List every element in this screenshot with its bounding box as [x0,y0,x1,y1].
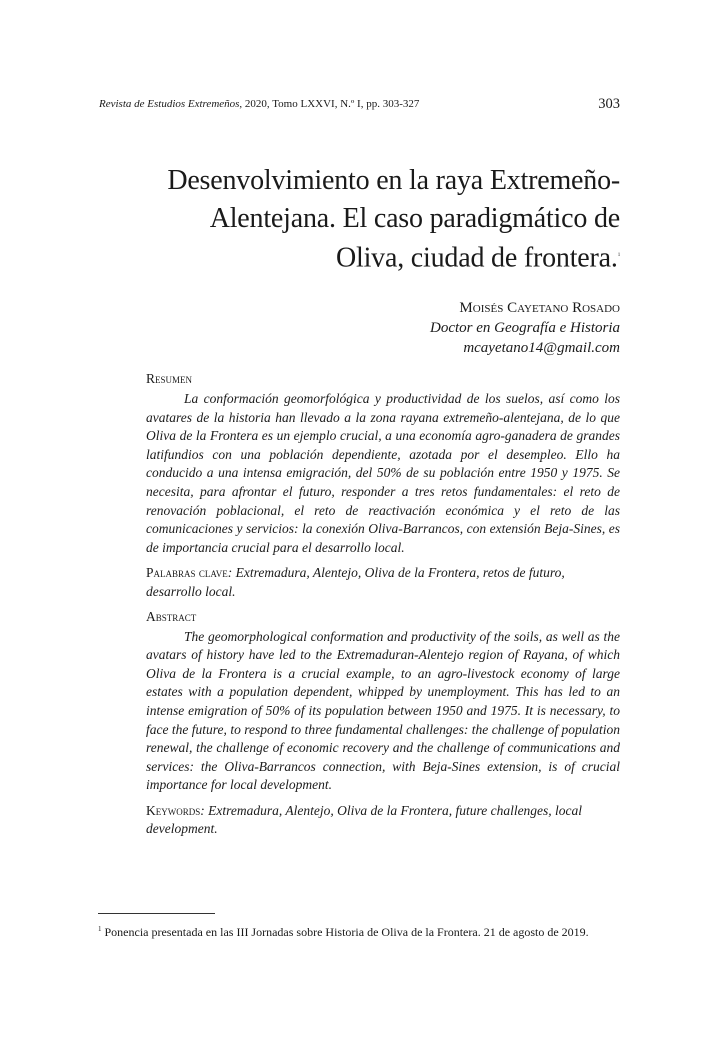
keywords-label: Keywords [146,802,201,818]
palabras-clave [146,564,620,601]
author-name: Moisés Cayetano Rosado [459,300,620,316]
title-line-2: Alentejana. El caso paradigmático de [209,202,620,234]
running-header [99,97,620,117]
footnote-marker: 1 [98,925,102,933]
title-line-3: Oliva, ciudad de frontera. [336,242,618,274]
abstract-text: The geomorphological conformation and productivity of the soils, as well as the avatars of history have led to the Extremaduran-Alentejo region of Rayana, of which Oliva de la Frontera is a crucial example, to an agro-livestock economy of large estates with a population dependent, whipped by unemployment. This has led to an intense emigration of 50% of its population between 1950 and 1975. It is necessary, to face the future, to respond to three fundamental challenges: the challenge of population renewal, the challenge of economic recovery and the challenge of communications and services: the Oliva-Barrancos connection, with Beja-Sines extension, is of crucial importance for local development. [146,628,620,793]
author-role: Doctor en Geografía e Historia [430,320,620,336]
title-line-1: Desenvolvimiento en la raya Extremeño- [167,165,620,196]
article-title [100,162,620,277]
footnote-divider [98,913,215,914]
author-block [300,298,620,358]
author-email: mcayetano14@gmail.com [463,340,620,356]
keywords [146,802,620,839]
abstract-section [146,370,620,839]
footnote-text: Ponencia presentada en las III Jornadas sobre Historia de Oliva de la Frontera. 21 de agosto de 2019. [101,925,589,939]
journal-citation [99,97,419,111]
palabras-clave-label: Palabras clave [146,565,228,581]
journal-details: , 2020, Tomo LXXVI, N.º I, pp. 303-327 [239,98,420,110]
title-footnote-ref: 1 [617,253,620,258]
palabras-clave-text: : Extremadura, Alentejo, Oliva de la Frontera, retos de futuro, desarrollo local. [146,565,565,599]
footnote [98,921,620,941]
page-number: 303 [598,96,620,112]
journal-name: Revista de Estudios Extremeños [99,98,240,110]
keywords-text: : Extremadura, Alentejo, Oliva de la Frontera, future challenges, local development. [146,802,583,837]
abstract-heading: Abstract [146,608,197,624]
resumen-heading: Resumen [146,371,193,386]
resumen-text: La conformación geomorfológica y productividad de los suelos, así como los avatares de la historia han llevado a la zona rayana extremeño-alentejana, de lo que Oliva de la Frontera es un ejemplo crucial, a una economía agro-ganadera de grandes latifundios con una población dependiente, azotada por el desempleo. Ello ha conducido a una intensa emigración, del 50% de su población entre 1950 y 1975. Se necesita, para afrontar el futuro, responder a tres retos fundamentales: el reto de renovación poblacional, el reto de reactivación económica y el reto de las comunicaciones y servicios: la conexión Oliva-Barrancos, con extensión Beja-Sines, es de importancia crucial para el desarrollo local. [146,391,620,555]
